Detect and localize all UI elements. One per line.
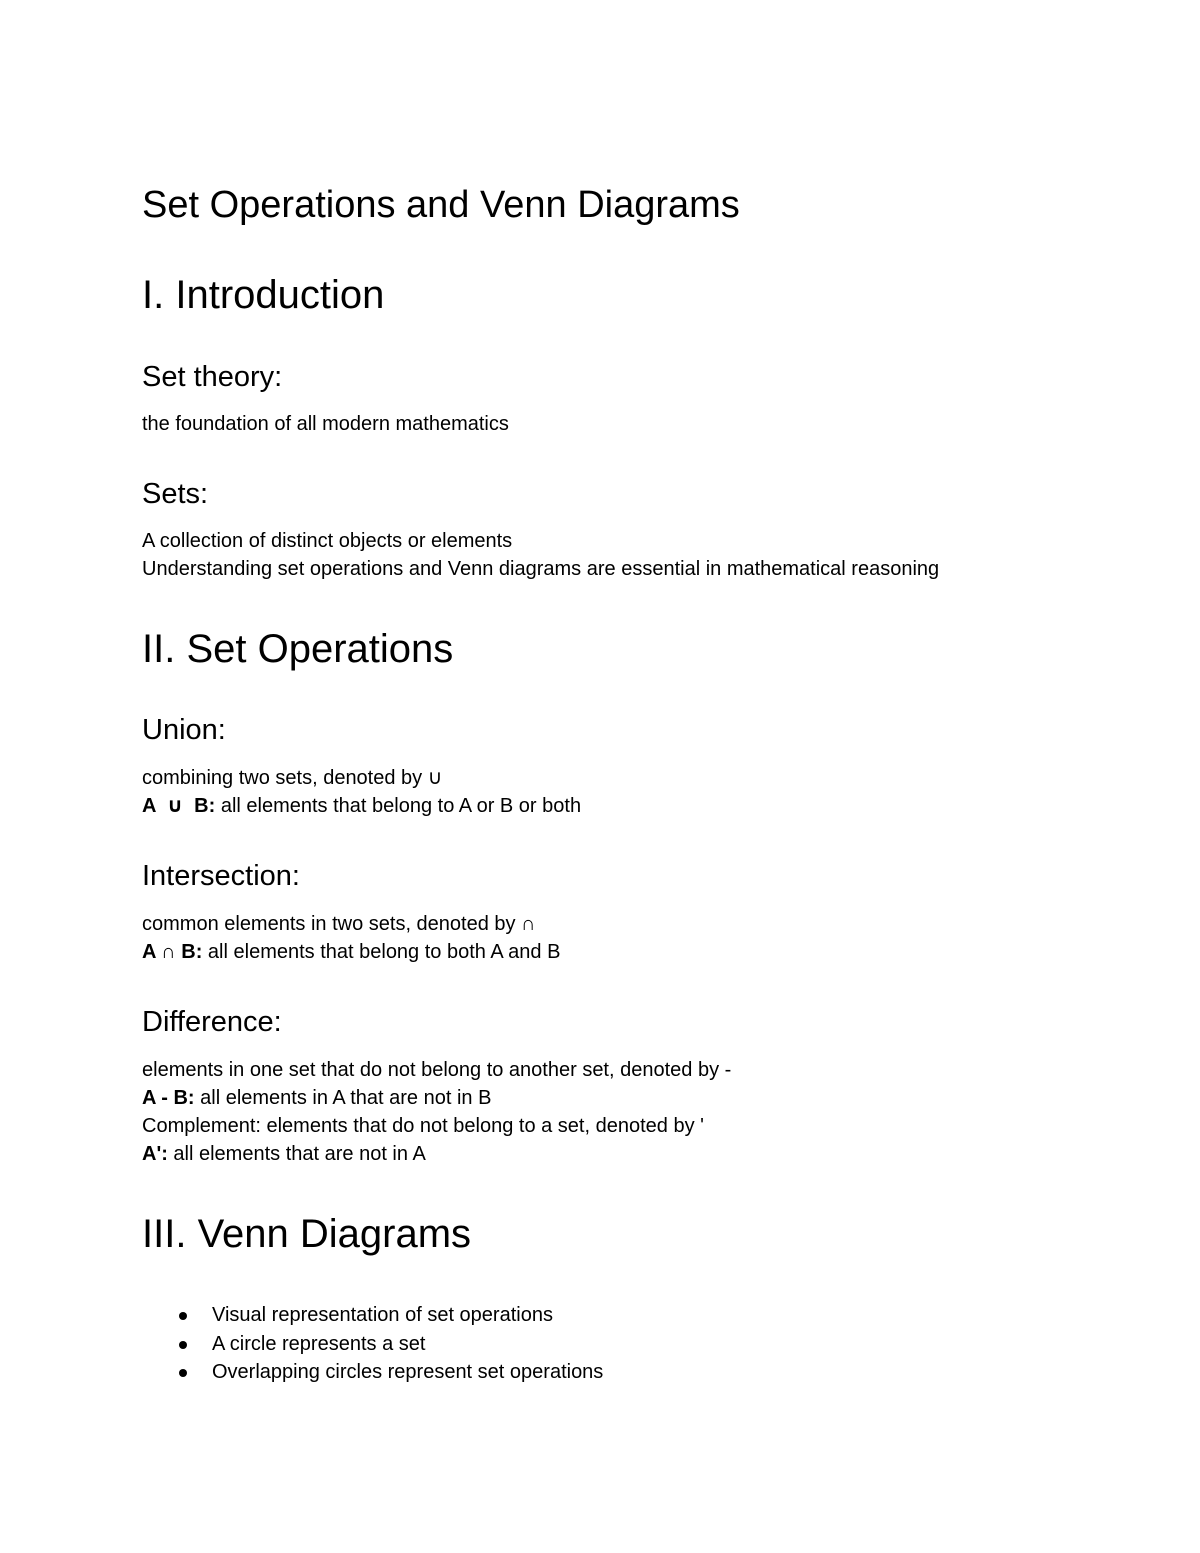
- paragraph-union: [142, 764, 581, 820]
- list-item-text: Visual representation of set operations: [212, 1304, 553, 1326]
- document-title: Set Operations and Venn Diagrams: [142, 184, 740, 226]
- section-heading-venn-diagrams: III. Venn Diagrams: [142, 1212, 472, 1256]
- notation-description: all elements that belong to A or B or both: [215, 795, 582, 817]
- list-item: [142, 1330, 603, 1359]
- bullet-list-venn: [142, 1301, 603, 1387]
- paragraph-intersection: [142, 910, 560, 966]
- notation-description: all elements that belong to both A and B: [202, 941, 561, 963]
- text-line: common elements in two sets, denoted by ∩: [142, 913, 536, 935]
- list-item-text: A circle represents a set: [212, 1332, 426, 1355]
- paragraph-sets: [142, 527, 939, 583]
- list-item: [142, 1358, 603, 1387]
- bullet-icon: [179, 1369, 187, 1377]
- subheading-set-theory: Set theory:: [142, 361, 283, 393]
- text-line: Complement: elements that do not belong to a set, denoted by ': [142, 1115, 704, 1137]
- bullet-icon: [179, 1341, 187, 1349]
- notation-bold: A ∪ B:: [142, 795, 216, 817]
- text-line: [142, 1084, 731, 1112]
- list-item: [142, 1301, 603, 1330]
- section-heading-set-operations: II. Set Operations: [142, 627, 454, 671]
- bullet-icon: [179, 1312, 187, 1320]
- paragraph-difference: [142, 1056, 731, 1168]
- text-line: Understanding set operations and Venn diagrams are essential in mathematical reasoning: [142, 558, 940, 580]
- notation-bold: A ∩ B:: [142, 941, 203, 963]
- text-line: elements in one set that do not belong to another set, denoted by -: [142, 1059, 732, 1081]
- text-line: the foundation of all modern mathematics: [142, 413, 509, 435]
- paragraph-set-theory: [142, 410, 509, 438]
- notation-description: all elements that are not in A: [167, 1143, 426, 1165]
- document-page: [142, 0, 1102, 1553]
- subheading-intersection: Intersection:: [142, 860, 300, 892]
- subheading-sets: Sets:: [142, 478, 209, 510]
- text-line: combining two sets, denoted by ∪: [142, 767, 443, 789]
- text-line: A collection of distinct objects or elements: [142, 530, 513, 552]
- notation-bold: A':: [142, 1143, 168, 1165]
- list-item-text: Overlapping circles represent set operations: [212, 1361, 604, 1383]
- section-heading-introduction: I. Introduction: [142, 273, 385, 317]
- notation-bold: A - B:: [142, 1087, 195, 1109]
- subheading-difference: Difference:: [142, 1006, 282, 1038]
- notation-description: all elements in A that are not in B: [194, 1087, 492, 1109]
- text-line: [142, 1140, 731, 1168]
- text-line: [142, 938, 560, 966]
- text-line: [142, 792, 581, 820]
- subheading-union: Union:: [142, 714, 226, 746]
